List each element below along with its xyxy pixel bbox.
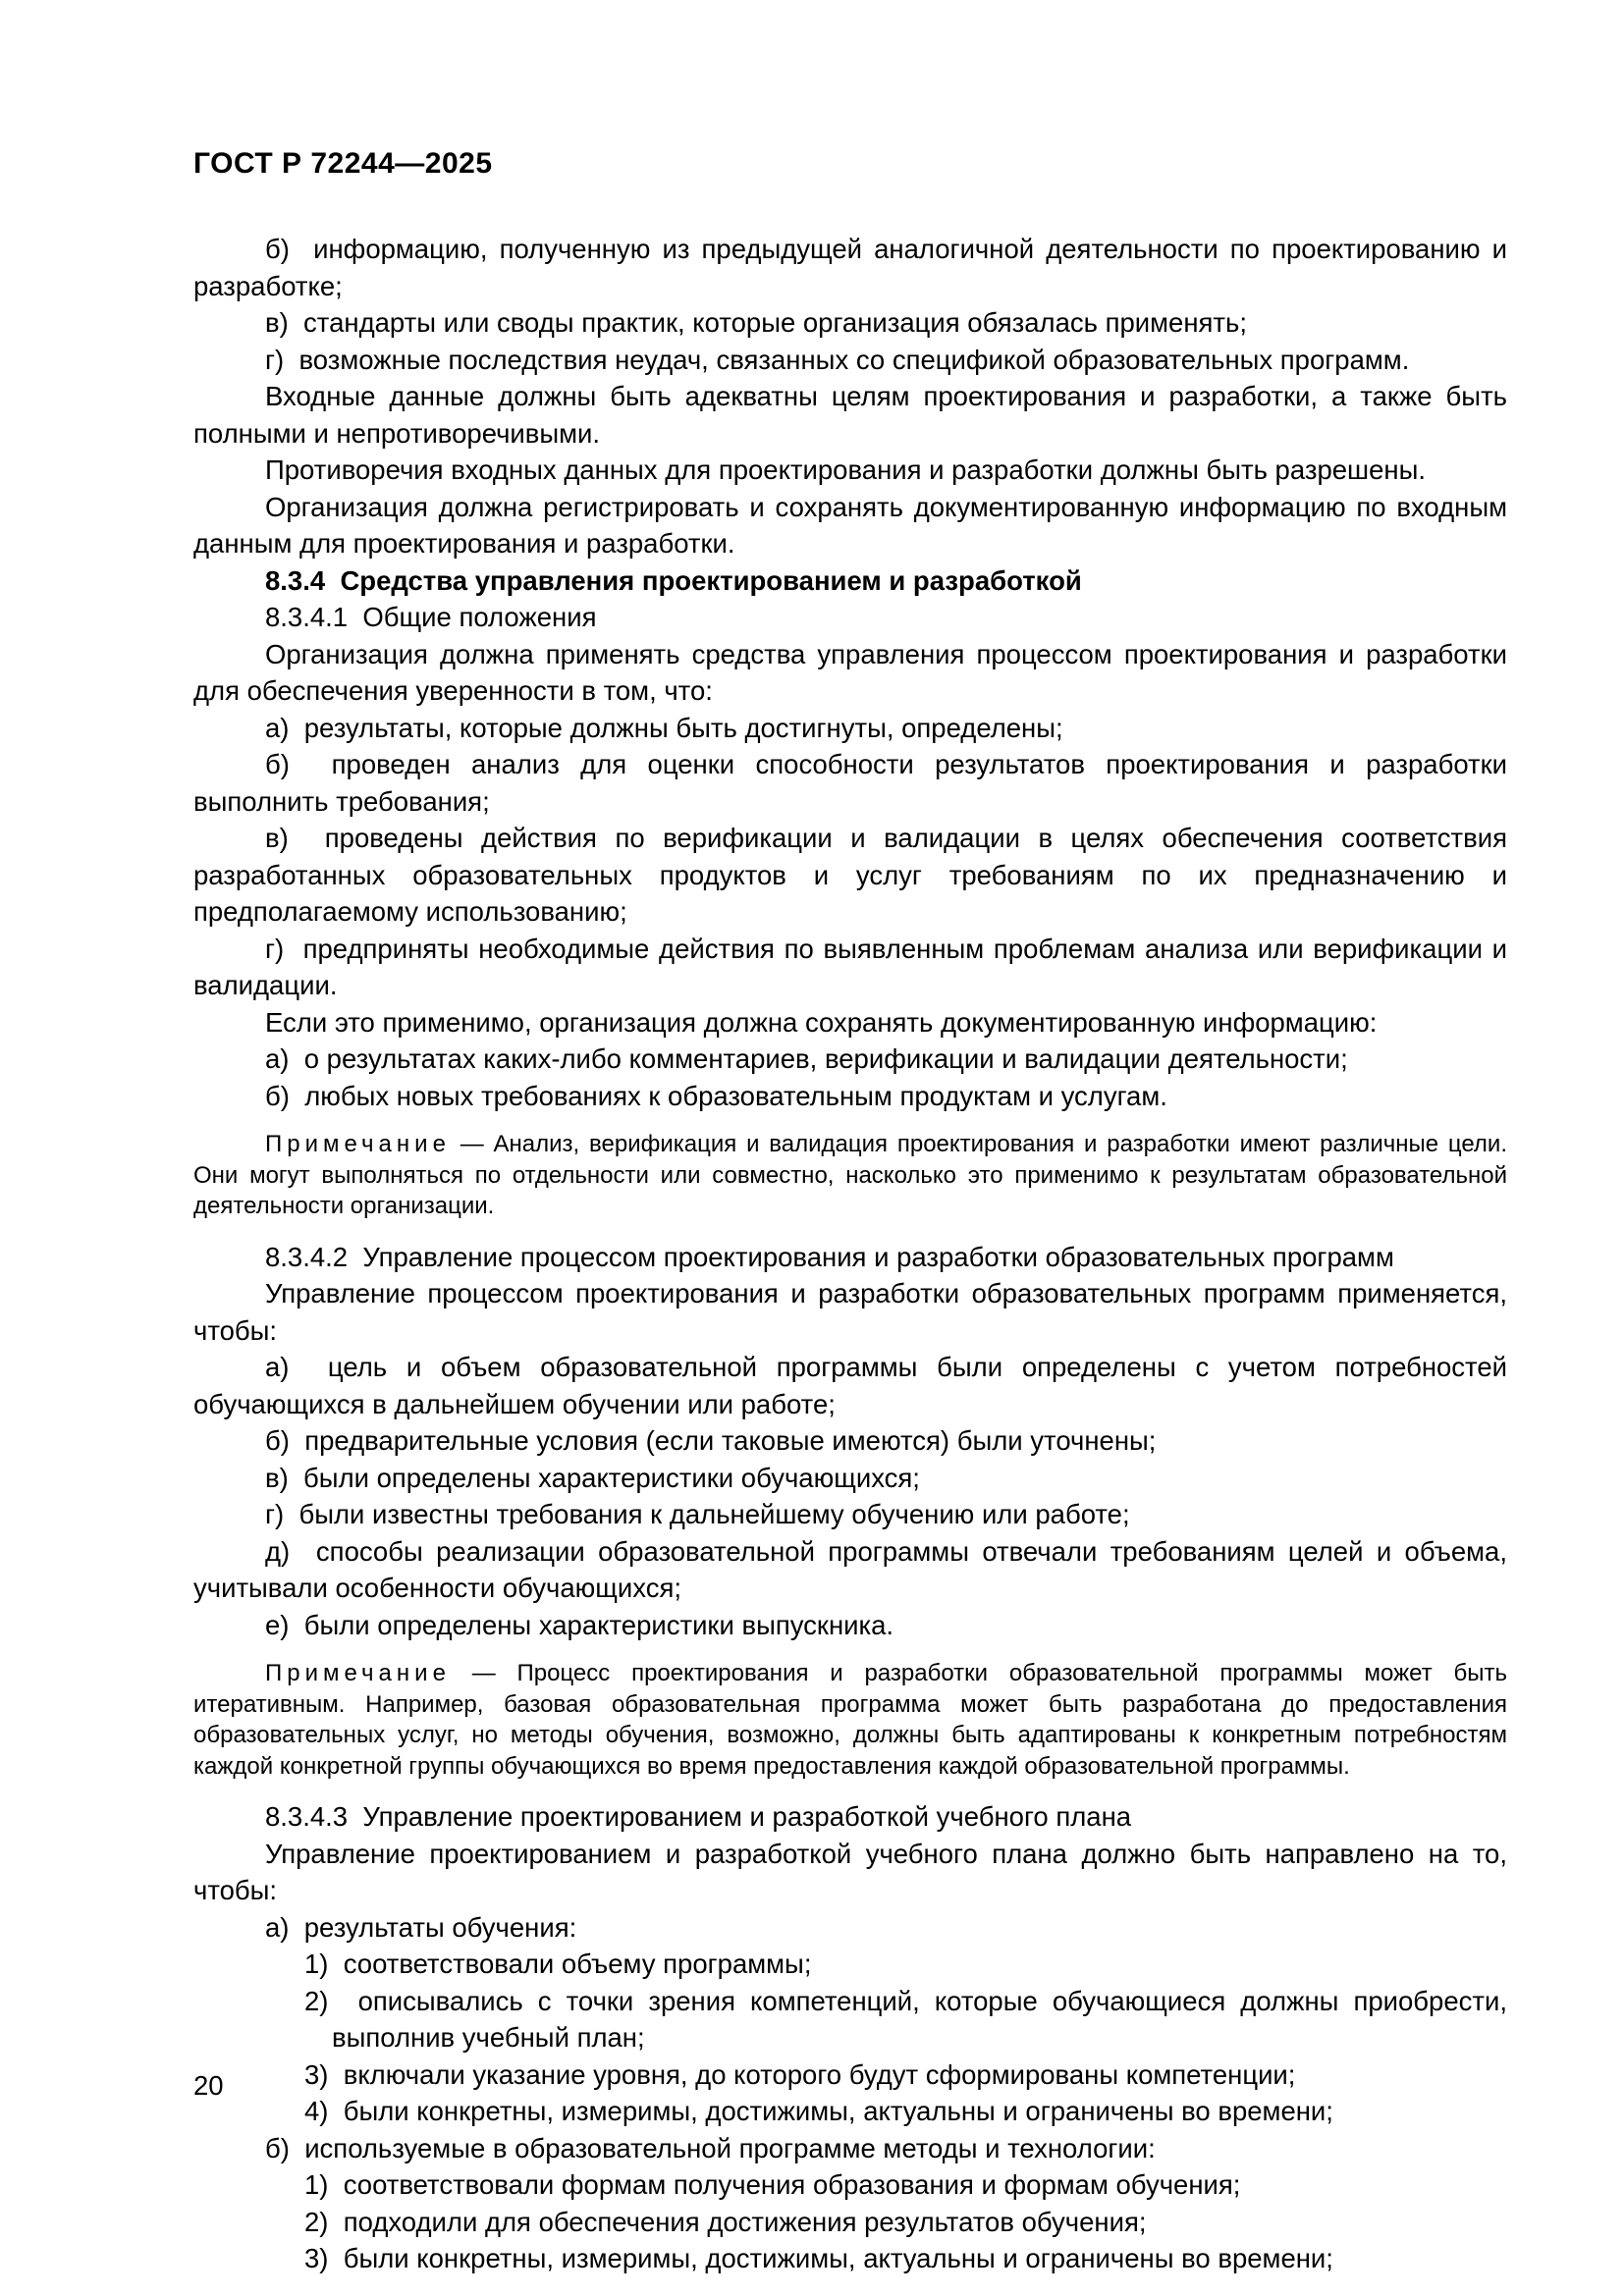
list-item: в) были определены характеристики обучающихся; — [265, 1462, 920, 1493]
note — [193, 1129, 1507, 1222]
sub-list-item: 4) были конкретны, измеримы, достижимы, актуальны и ограничены во времени; — [304, 2096, 1333, 2126]
list-item: г) были известны требования к дальнейшему обучению или работе; — [265, 1499, 1130, 1529]
paragraph: Управление процессом проектирования и разработки образовательных программ применяется, чтобы: — [193, 1278, 1507, 1346]
list-item: б) любых новых требованиях к образовательным продуктам и услугам. — [265, 1080, 1167, 1111]
sub-list-item: 2) подходили для обеспечения достижения результатов обучения; — [304, 2206, 1147, 2237]
list-item: а) цель и объем образовательной программы были определены с учетом потребностей обучающихся в дальнейшем обучении или работе; — [193, 1352, 1507, 1419]
list-item: б) информацию, полученную из предыдущей аналогичной деятельности по проектированию и разработке; — [193, 234, 1507, 301]
note-label: Примечание — [265, 1131, 451, 1157]
page-number: 20 — [193, 2070, 224, 2101]
paragraph: Управление проектированием и разработкой учебного плана должно быть направлено на то, чтобы: — [193, 1838, 1507, 1905]
paragraph: Противоречия входных данных для проектирования и разработки должны быть разрешены. — [265, 454, 1426, 485]
paragraph: Организация должна применять средства управления процессом проектирования и разработки для обеспечения уверенности в том, что: — [193, 638, 1507, 706]
list-item: б) предварительные условия (если таковые имеются) были уточнены; — [265, 1425, 1157, 1456]
list-item: а) о результатах каких-либо комментариев, верификации и валидации деятельности; — [265, 1043, 1348, 1074]
list-item: г) возможные последствия неудач, связанных со спецификой образовательных программ. — [265, 344, 1410, 375]
list-item: б) проведен анализ для оценки способности результатов проектирования и разработки выполнить требования; — [193, 749, 1507, 817]
paragraph: Организация должна регистрировать и сохранять документированную информацию по входным данным для проектирования и разработки. — [193, 491, 1507, 559]
list-item: а) результаты, которые должны быть достигнуты, определены; — [265, 712, 1063, 743]
document-header: ГОСТ Р 72244—2025 — [193, 147, 493, 180]
note-text: — Анализ, верификация и валидация проектирования и разработки имеют различные цели. Они могут выполняться по отдельности или совместно, насколько это применимо к результатам образовательной деятельности организации. — [193, 1131, 1508, 1219]
list-item: е) были определены характеристики выпускника. — [265, 1609, 894, 1640]
sub-list-item: 1) соответствовали формам получения образования и формам обучения; — [304, 2169, 1241, 2200]
section-heading: 8.3.4.1 Общие положения — [265, 602, 597, 632]
section-heading: 8.3.4.3 Управление проектированием и разработкой учебного плана — [265, 1801, 1132, 1832]
paragraph: Входные данные должны быть адекватны целям проектирования и разработки, а также быть полными и непротиворечивыми. — [193, 381, 1507, 449]
note-text: — Процесс проектирования и разработки образовательной программы может быть итеративным. Например, базовая образовательная программа может быть разработана до предоставления образовательных услуг, но методы обучения, возможно, должны быть адаптированы к конкретным потребностям каждой конкретной группы обучающихся во время предоставления каждой образовательной программы. — [193, 1660, 1507, 1780]
sub-list-item: 1) соответствовали объему программы; — [304, 1949, 812, 1979]
note — [193, 1658, 1507, 1782]
list-item: д) способы реализации образовательной программы отвечали требованиям целей и объема, учитывали особенности обучающихся; — [193, 1535, 1507, 1603]
sub-list-item: 3) включали указание уровня, до которого будут сформированы компетенции; — [304, 2058, 1296, 2090]
document-body — [193, 231, 1507, 2277]
list-item: в) стандарты или своды практик, которые организация обязалась применять; — [265, 307, 1247, 338]
note-label: Примечание — [265, 1660, 451, 1686]
sub-list-item: 2) описывались с точки зрения компетенций, которые обучающиеся должны приобрести, выполнив учебный план; — [304, 1985, 1507, 2053]
section-heading: 8.3.4.2 Управление процессом проектирования и разработки образовательных программ — [265, 1241, 1394, 1272]
list-item: б) используемые в образовательной программе методы и технологии: — [265, 2132, 1156, 2163]
list-item: в) проведены действия по верификации и валидации в целях обеспечения соответствия разработанных образовательных продуктов и услуг требованиям по их предназначению и предполагаемому использованию; — [193, 823, 1507, 927]
list-item: г) предприняты необходимые действия по выявленным проблемам анализа или верификации и валидации. — [193, 933, 1507, 1000]
list-item: а) результаты обучения: — [265, 1911, 577, 1943]
paragraph: Если это применимо, организация должна сохранять документированную информацию: — [265, 1006, 1378, 1038]
sub-list-item: 3) были конкретны, измеримы, достижимы, актуальны и ограничены во времени; — [304, 2243, 1333, 2273]
section-heading: 8.3.4 Средства управления проектированием и разработкой — [265, 564, 1082, 596]
